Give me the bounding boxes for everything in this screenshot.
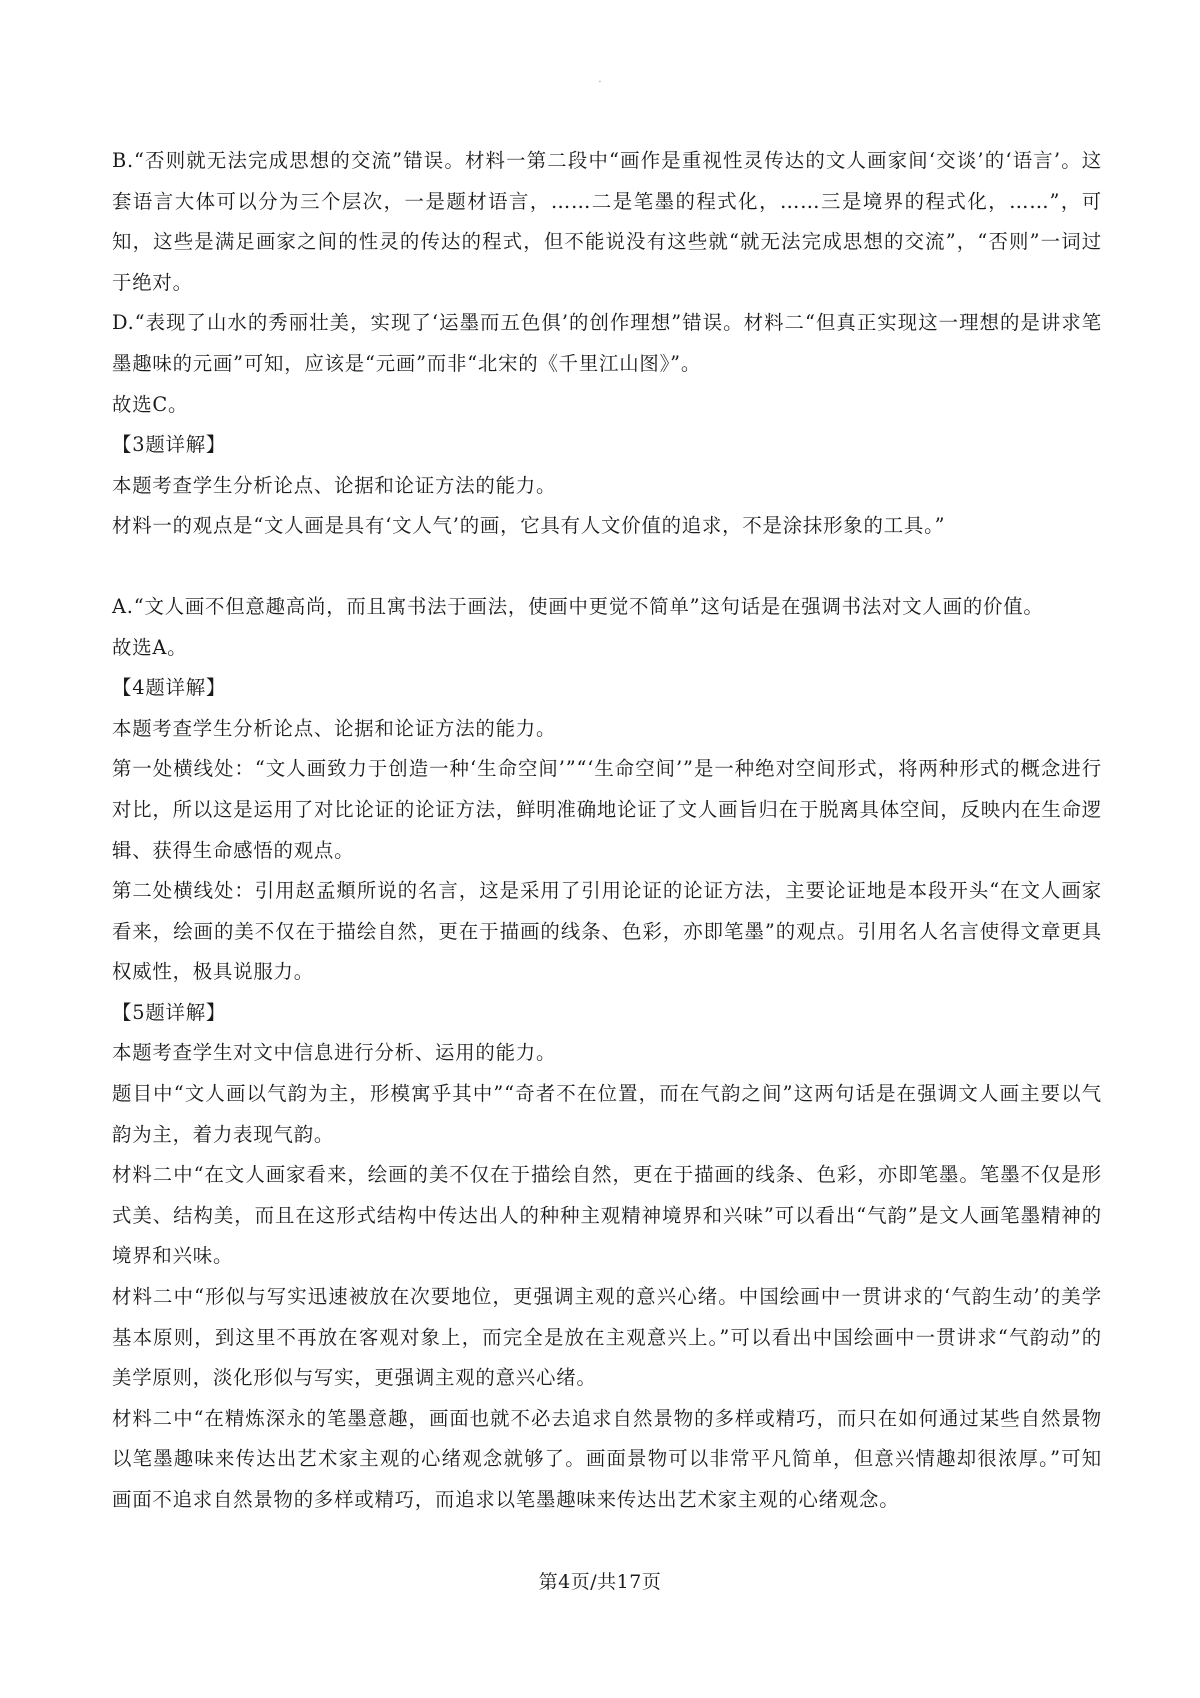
paragraph-answer-a: 故选A。 <box>112 635 188 659</box>
paragraph-q5-material-3: 材料二中“在精炼深永的笔墨意趣，画面也就不必去追求自然景物的多样或精巧，而只在如何通过某些自然景物以笔墨趣味来传达出艺术家主观的心绪观念就够了。画面景物可以非常平凡简单，但意兴情趣却很浓厚。”可知画面不追求自然景物的多样或精巧，而追求以笔墨趣味来传达出艺术家主观的心绪观念。 <box>112 1406 1102 1511</box>
paragraph-q5-intro: 本题考查学生对文中信息进行分析、运用的能力。 <box>112 1041 557 1065</box>
paragraph-q3-intro: 本题考查学生分析论点、论据和论证方法的能力。 <box>112 473 557 497</box>
header-mark: . <box>598 74 602 85</box>
page-number: 第4页/共17页 <box>538 1571 662 1593</box>
section-heading-q4: 【4题详解】 <box>112 676 227 700</box>
blank-line <box>112 547 1102 587</box>
section-heading-q5: 【5题详解】 <box>112 1000 227 1024</box>
paragraph-q3-option-a: A.“文人画不但意趣高尚，而且寓书法于画法，使画中更觉不简单”这句话是在强调书法对文人画的价值。 <box>112 594 1044 618</box>
paragraph-option-d: D.“表现了山水的秀丽壮美，实现了‘运墨而五色俱’的创作理想”错误。材料二“但真正实现这一理想的是讲求笔墨趣味的元画”可知，应该是“元画”而非“北宋的《千里江山图》”。 <box>112 311 1102 375</box>
section-heading-q3: 【3题详解】 <box>112 433 227 457</box>
paragraph-q5-question: 题目中“文人画以气韵为主，形模寓乎其中”“奇者不在位置，而在气韵之间”这两句话是在强调文人画主要以气韵为主，着力表现气韵。 <box>112 1082 1102 1146</box>
paragraph-q4-intro: 本题考查学生分析论点、论据和论证方法的能力。 <box>112 716 557 740</box>
page-body <box>112 141 1102 1521</box>
paragraph-q4-first-blank: 第一处横线处：“文人画致力于创造一种‘生命空间’”“‘生命空间’”是一种绝对空间形式，将两种形式的概念进行对比，所以这是运用了对比论证的论证方法，鲜明准确地论证了文人画旨归在于脱离具体空间，反映内在生命逻辑、获得生命感悟的观点。 <box>112 757 1102 862</box>
paragraph-q5-material-1: 材料二中“在文人画家看来，绘画的美不仅在于描绘自然，更在于描画的线条、色彩，亦即笔墨。笔墨不仅是形式美、结构美，而且在这形式结构中传达出人的种种主观精神境界和兴味”可以看出“气韵”是文人画笔墨精神的境界和兴味。 <box>112 1163 1102 1268</box>
paragraph-q5-material-2: 材料二中“形似与写实迅速被放在次要地位，更强调主观的意兴心绪。中国绘画中一贯讲求的‘气韵生动’的美学基本原则，到这里不再放在客观对象上，而完全是放在主观意兴上。”可以看出中国绘画中一贯讲求“气韵动”的美学原则，淡化形似与写实，更强调主观的意兴心绪。 <box>112 1285 1102 1390</box>
paragraph-answer-c: 故选C。 <box>112 392 189 416</box>
paragraph-q3-viewpoint: 材料一的观点是“文人画是具有‘文人气’的画，它具有人文价值的追求，不是涂抹形象的工具。” <box>112 514 946 538</box>
paragraph-option-b: B.“否则就无法完成思想的交流”错误。材料一第二段中“画作是重视性灵传达的文人画家间‘交谈’的‘语言’。这套语言大体可以分为三个层次，一是题材语言，……二是笔墨的程式化，……三是境界的程式化，……”，可知，这些是满足画家之间的性灵的传达的程式，但不能说没有这些就“就无法完成思想的交流”，“否则”一词过于绝对。 <box>112 149 1102 294</box>
paragraph-q4-second-blank: 第二处横线处：引用赵孟頫所说的名言，这是采用了引用论证的论证方法，主要论证地是本段开头“在文人画家看来，绘画的美不仅在于描绘自然，更在于描画的线条、色彩，亦即笔墨”的观点。引用名人名言使得文章更具权威性，极具说服力。 <box>112 879 1102 984</box>
